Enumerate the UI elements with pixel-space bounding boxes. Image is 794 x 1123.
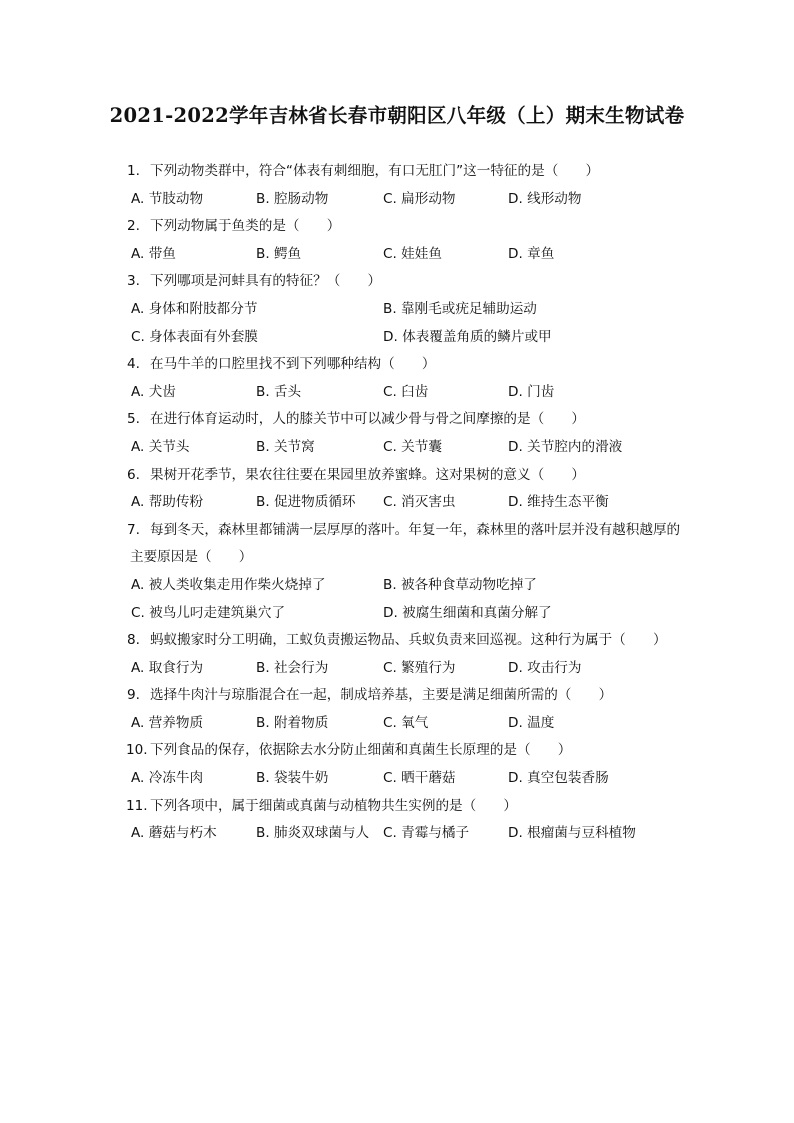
question-text: 下列哪项是河蚌具有的特征？（ ） [150,273,382,290]
option-a: A. 关节头 [131,438,190,455]
option-c: C. 臼齿 [383,383,429,400]
options-row [0,655,794,683]
question-number: 3. [127,273,140,290]
options-row [0,710,794,738]
option-b: B. 促进物质循环 [256,494,356,511]
option-d: D. 关节腔内的滑液 [508,438,623,455]
options-row [0,572,794,600]
page-title: 2021-2022学年吉林省长春市朝阳区八年级（上）期末生物试卷 [109,104,685,127]
question-number: 8. [127,632,140,649]
option-d: D. 维持生态平衡 [508,494,609,511]
question-number: 9. [127,687,140,704]
option-b: B. 袋装牛奶 [256,770,329,787]
option-d: D. 章鱼 [508,245,555,262]
option-d: D. 被腐生细菌和真菌分解了 [383,604,552,621]
option-c: C. 身体表面有外套膜 [131,328,258,345]
option-b: B. 鳄鱼 [256,245,302,262]
options-row [0,379,794,407]
question-7 [0,517,794,545]
option-d: D. 门齿 [508,383,555,400]
question-number: 4. [127,356,140,373]
option-a: A. 带鱼 [131,245,176,262]
question-7-continued [0,544,794,572]
option-d: D. 温度 [508,714,555,731]
option-c: C. 消灭害虫 [383,494,456,511]
options-row [0,324,794,352]
option-d: D. 体表覆盖角质的鳞片或甲 [383,328,552,345]
option-c: C. 青霉与橘子 [383,825,470,842]
question-text-continued: 主要原因是（ ） [130,549,253,566]
option-a: A. 被人类收集走用作柴火烧掉了 [131,576,326,593]
question-text: 下列动物类群中，符合“体表有刺细胞，有口无肛门”这一特征的是（ ） [150,163,600,179]
question-text: 蚂蚁搬家时分工明确，工蚁负责搬运物品、兵蚁负责来回巡视。这种行为属于（ ） [150,632,667,649]
option-a: A. 取食行为 [131,659,204,676]
question-9 [0,682,794,710]
option-d: D. 线形动物 [508,190,582,207]
question-6 [0,462,794,490]
option-b: B. 关节窝 [256,438,315,455]
question-4 [0,351,794,379]
option-a: A. 身体和附肢都分节 [131,300,258,317]
option-a: A. 帮助传粉 [131,494,204,511]
option-b: B. 肺炎双球菌与人 [256,825,370,842]
question-number: 2. [127,218,140,235]
question-text: 在马牛羊的口腔里找不到下列哪种结构（ ） [150,356,436,373]
options-row [0,434,794,462]
options-row [0,765,794,793]
options-row [0,820,794,848]
question-number: 7. [127,521,140,538]
option-c: C. 繁殖行为 [383,659,456,676]
option-b: B. 腔肠动物 [256,190,329,207]
question-2 [0,213,794,241]
option-d: D. 真空包装香肠 [508,770,609,787]
option-c: C. 被鸟儿叼走建筑巢穴了 [131,604,286,621]
option-c: C. 娃娃鱼 [383,245,442,262]
question-text: 每到冬天，森林里都铺满一层厚厚的落叶。年复一年，森林里的落叶层并没有越积越厚的 [150,521,681,538]
options-row [0,489,794,517]
question-1 [0,158,794,186]
question-text: 下列各项中，属于细菌或真菌与动植物共生实例的是（ ） [150,797,518,814]
question-text: 下列动物属于鱼类的是（ ） [150,218,341,235]
option-b: B. 附着物质 [256,714,329,731]
option-b: B. 社会行为 [256,659,329,676]
option-a: A. 营养物质 [131,714,204,731]
option-c: C. 扁形动物 [383,190,456,207]
option-d: D. 攻击行为 [508,659,582,676]
question-11 [0,793,794,821]
question-10 [0,737,794,765]
options-row [0,241,794,269]
option-b: B. 靠刚毛或疣足辅助运动 [383,300,537,317]
option-a: A. 蘑菇与朽木 [131,825,217,842]
question-number: 1. [127,163,140,179]
options-row [0,296,794,324]
option-c: C. 氧气 [383,714,429,731]
option-c: C. 关节囊 [383,438,442,455]
question-text: 果树开花季节，果农往往要在果园里放养蜜蜂。这对果树的意义（ ） [150,466,585,483]
option-a: A. 犬齿 [131,383,176,400]
options-row [0,600,794,628]
question-text: 下列食品的保存，依据除去水分防止细菌和真菌生长原理的是（ ） [150,742,572,759]
question-8 [0,627,794,655]
option-b: B. 舌头 [256,383,302,400]
question-number: 6. [127,466,140,483]
option-c: C. 晒干蘑菇 [383,770,456,787]
option-d: D. 根瘤菌与豆科植物 [508,825,636,842]
question-5 [0,406,794,434]
question-number: 11. [126,797,148,814]
option-a: A. 冷冻牛肉 [131,770,204,787]
question-number: 10. [126,742,148,759]
option-b: B. 被各种食草动物吃掉了 [383,576,537,593]
question-list [0,158,794,848]
question-number: 5. [127,411,140,428]
question-3 [0,268,794,296]
question-text: 在进行体育运动时，人的膝关节中可以减少骨与骨之间摩擦的是（ ） [150,411,585,428]
question-text: 选择牛肉汁与琼脂混合在一起，制成培养基，主要是满足细菌所需的（ ） [150,687,613,704]
options-row [0,186,794,214]
option-a: A. 节肢动物 [131,190,204,207]
